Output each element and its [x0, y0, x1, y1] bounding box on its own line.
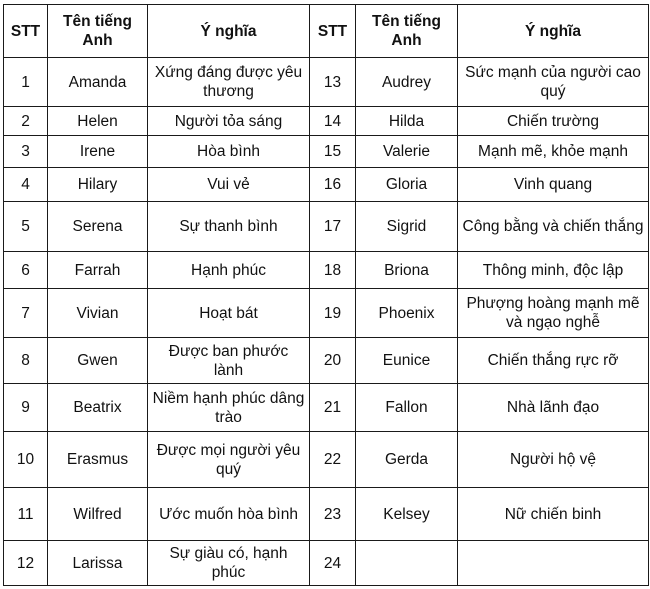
- name-cell: Wilfred: [48, 488, 148, 541]
- name-cell: Larissa: [48, 541, 148, 586]
- stt-cell: 10: [4, 432, 48, 488]
- meaning-cell: Xứng đáng được yêu thương: [148, 58, 310, 107]
- name-cell: Irene: [48, 136, 148, 168]
- meaning-cell: Vinh quang: [458, 168, 649, 202]
- stt-cell: 14: [310, 107, 356, 136]
- name-cell: Briona: [356, 252, 458, 289]
- stt-cell: 5: [4, 202, 48, 252]
- name-cell: Kelsey: [356, 488, 458, 541]
- name-cell: Erasmus: [48, 432, 148, 488]
- stt-cell: 11: [4, 488, 48, 541]
- meaning-cell: Sự thanh bình: [148, 202, 310, 252]
- stt-cell: 2: [4, 107, 48, 136]
- name-cell: Hilda: [356, 107, 458, 136]
- stt-cell: 19: [310, 289, 356, 338]
- meaning-cell: [458, 541, 649, 586]
- stt-cell: 12: [4, 541, 48, 586]
- meaning-cell: Hòa bình: [148, 136, 310, 168]
- stt-cell: 4: [4, 168, 48, 202]
- table-row: [4, 432, 649, 488]
- name-cell: Valerie: [356, 136, 458, 168]
- table-row: [4, 202, 649, 252]
- name-cell: Amanda: [48, 58, 148, 107]
- name-cell: Gloria: [356, 168, 458, 202]
- table-row: [4, 338, 649, 384]
- meaning-cell: Người hộ vệ: [458, 432, 649, 488]
- table-row: [4, 384, 649, 432]
- stt-cell: 3: [4, 136, 48, 168]
- english-names-table: [3, 4, 649, 586]
- table-row: [4, 252, 649, 289]
- stt-cell: 18: [310, 252, 356, 289]
- header-stt: STT: [310, 5, 356, 58]
- table-row: [4, 136, 649, 168]
- header-english-name: Tên tiếng Anh: [356, 5, 458, 58]
- meaning-cell: Hoạt bát: [148, 289, 310, 338]
- stt-cell: 6: [4, 252, 48, 289]
- meaning-cell: Chiến trường: [458, 107, 649, 136]
- meaning-cell: Chiến thắng rực rỡ: [458, 338, 649, 384]
- name-cell: [356, 541, 458, 586]
- meaning-cell: Nữ chiến binh: [458, 488, 649, 541]
- meaning-cell: Sức mạnh của người cao quý: [458, 58, 649, 107]
- stt-cell: 20: [310, 338, 356, 384]
- name-cell: Serena: [48, 202, 148, 252]
- header-meaning: Ý nghĩa: [458, 5, 649, 58]
- stt-cell: 9: [4, 384, 48, 432]
- name-cell: Helen: [48, 107, 148, 136]
- meaning-cell: Vui vẻ: [148, 168, 310, 202]
- meaning-cell: Hạnh phúc: [148, 252, 310, 289]
- name-cell: Farrah: [48, 252, 148, 289]
- meaning-cell: Sự giàu có, hạnh phúc: [148, 541, 310, 586]
- meaning-cell: Được ban phước lành: [148, 338, 310, 384]
- name-cell: Beatrix: [48, 384, 148, 432]
- meaning-cell: Được mọi người yêu quý: [148, 432, 310, 488]
- stt-cell: 21: [310, 384, 356, 432]
- meaning-cell: Nhà lãnh đạo: [458, 384, 649, 432]
- table-row: [4, 289, 649, 338]
- header-meaning: Ý nghĩa: [148, 5, 310, 58]
- meaning-cell: Niềm hạnh phúc dâng trào: [148, 384, 310, 432]
- stt-cell: 7: [4, 289, 48, 338]
- meaning-cell: Công bằng và chiến thắng: [458, 202, 649, 252]
- meaning-cell: Mạnh mẽ, khỏe mạnh: [458, 136, 649, 168]
- stt-cell: 23: [310, 488, 356, 541]
- stt-cell: 16: [310, 168, 356, 202]
- meaning-cell: Ước muốn hòa bình: [148, 488, 310, 541]
- name-cell: Eunice: [356, 338, 458, 384]
- stt-cell: 22: [310, 432, 356, 488]
- stt-cell: 15: [310, 136, 356, 168]
- stt-cell: 24: [310, 541, 356, 586]
- header-english-name: Tên tiếng Anh: [48, 5, 148, 58]
- name-cell: Vivian: [48, 289, 148, 338]
- name-cell: Hilary: [48, 168, 148, 202]
- name-cell: Gerda: [356, 432, 458, 488]
- meaning-cell: Người tỏa sáng: [148, 107, 310, 136]
- stt-cell: 13: [310, 58, 356, 107]
- name-cell: Phoenix: [356, 289, 458, 338]
- meaning-cell: Phượng hoàng mạnh mẽ và ngạo nghễ: [458, 289, 649, 338]
- header-row: [4, 5, 649, 58]
- name-cell: Fallon: [356, 384, 458, 432]
- table-row: [4, 107, 649, 136]
- table-row: [4, 541, 649, 586]
- stt-cell: 1: [4, 58, 48, 107]
- table-row: [4, 58, 649, 107]
- stt-cell: 17: [310, 202, 356, 252]
- name-cell: Sigrid: [356, 202, 458, 252]
- table-row: [4, 488, 649, 541]
- header-stt: STT: [4, 5, 48, 58]
- name-cell: Gwen: [48, 338, 148, 384]
- meaning-cell: Thông minh, độc lập: [458, 252, 649, 289]
- table-row: [4, 168, 649, 202]
- stt-cell: 8: [4, 338, 48, 384]
- name-cell: Audrey: [356, 58, 458, 107]
